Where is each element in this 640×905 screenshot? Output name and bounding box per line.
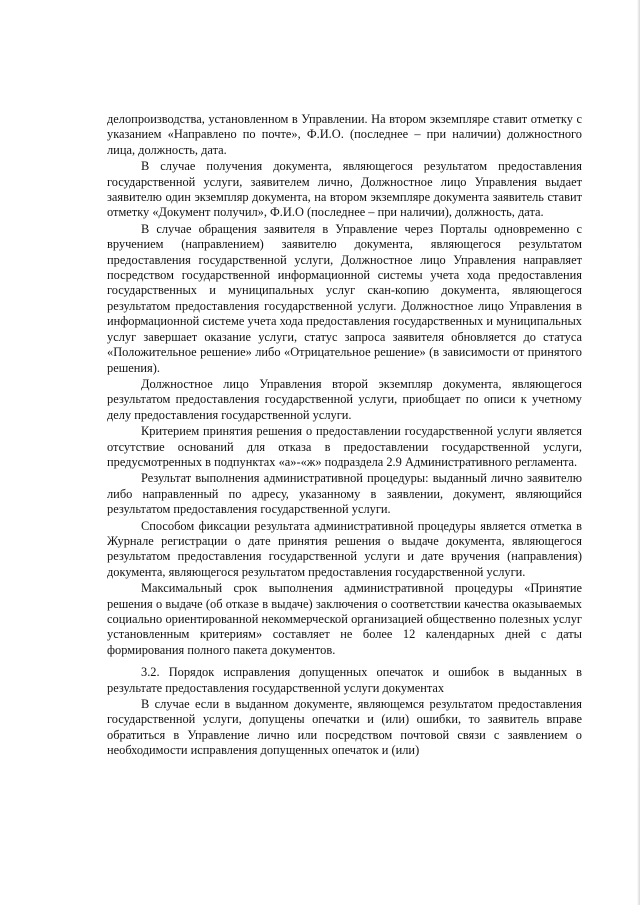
paragraph-delivery-by-mail: делопроизводства, установленном в Управлении. На втором экземпляре ставит отметку с указанием «Направлено по почте», Ф.И.О. (последнее – при наличии) должностного лица, должность, дата. xyxy=(107,112,582,157)
paragraph-portal-request: В случае обращения заявителя в Управление через Порталы одновременно с вручением (направлением) заявителю документа, являющегося результатом предоставления государственной услуги, Должностное лицо Управления направляет посредством государственной информационной системы учета хода предоставления государственных и муниципальных услуг скан-копию документа, являющегося результатом предоставления государственной услуги. Должностное лицо Управления в информационной системе учета хода предоставления государственных и муниципальных услуг завершает оказание услуги, статус запроса заявителя обновляется до статуса «Положительное решение» либо «Отрицательное решение» (в зависимости от принятого решения). xyxy=(107,221,582,375)
paragraph-second-copy: Должностное лицо Управления второй экземпляр документа, являющегося результатом предоставления государственной услуги, приобщает по описи к учетному делу предоставления государственной услуги. xyxy=(107,376,582,422)
paragraph-procedure-result: Результат выполнения административной процедуры: выданный лично заявителю либо направленный по адресу, указанному в заявлении, документ, являющийся результатом предоставления государственной услуги. xyxy=(107,471,582,517)
paragraph-decision-criterion: Критерием принятия решения о предоставлении государственной услуги является отсутствие оснований для отказа в предоставлении государственной услуги, предусмотренных в подпунктах «а»-«ж» подраздела 2.9 Административного регламента. xyxy=(107,424,582,469)
paragraph-personal-receipt: В случае получения документа, являющегося результатом предоставления государственной услуги, заявителем лично, Должностное лицо Управления выдает заявителю один экземпляр документа, на втором экземпляре документа заявитель ставит отметку «Документ получил», Ф.И.О (последнее – при наличии), должность, дата. xyxy=(107,159,582,220)
paragraph-maximum-term: Максимальный срок выполнения административной процедуры «Принятие решения о выдаче (об отказе в выдаче) заключения о соответствии качества оказываемых социально ориентированной некоммерческой организацией общественно полезных услуг установленным критериям» составляет не более 12 календарных дней с даты формирования полного пакета документов. xyxy=(107,581,582,657)
paragraph-recording-method: Способом фиксации результата административной процедуры является отметка в Журнале регистрации о дате принятия решения о выдаче документа, являющегося результатом предоставления государственной услуги и дате вручения (направления) документа, являющегося результатом предоставления государственной услуги. xyxy=(107,518,582,579)
paragraph-error-correction: В случае если в выданном документе, являющемся результатом предоставления государственной услуги, допущены опечатки и (или) ошибки, то заявитель вправе обратиться в Управление лично или посредством почтовой связи с заявлением о необходимости исправления допущенных опечаток и (или) xyxy=(107,697,582,758)
section-heading-3-2: 3.2. Порядок исправления допущенных опечаток и ошибок в выданных в результате предоставления государственной услуги документах xyxy=(107,665,582,695)
